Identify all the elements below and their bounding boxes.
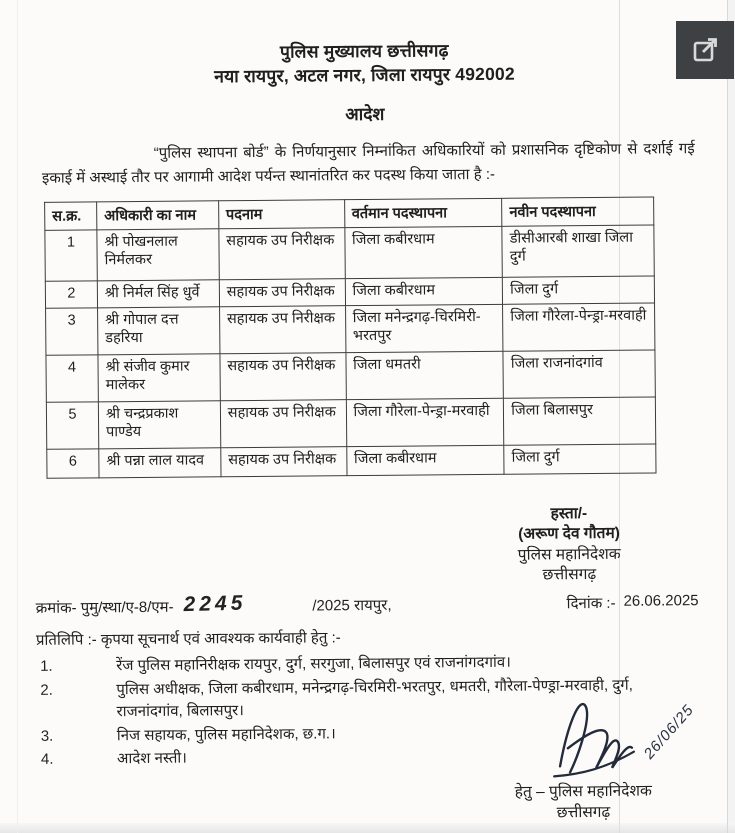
- cell-designation: सहायक उप निरीक्षक: [220, 399, 346, 447]
- cell-new-posting: डीसीआरबी शाखा जिला दुर्ग: [502, 225, 654, 277]
- cell-designation: सहायक उप निरीक्षक: [219, 227, 345, 279]
- cell-officer-name: श्री संजीव कुमार मालेकर: [98, 353, 220, 401]
- cell-designation: सहायक उप निरीक्षक: [219, 278, 345, 306]
- list-item-number: 1.: [40, 658, 53, 676]
- cell-current-posting: जिला कबीरधाम: [344, 226, 502, 278]
- cell-officer-name: श्री पन्ना लाल यादव: [99, 447, 221, 477]
- transfer-order-table: [44, 196, 656, 478]
- cell-officer-name: श्री चन्द्रप्रकाश पाण्डेय: [98, 400, 220, 448]
- open-in-new-icon: [689, 34, 721, 66]
- table-row: [46, 303, 655, 355]
- list-item-number: 3.: [40, 727, 54, 745]
- date-label: दिनांक :-: [566, 595, 616, 613]
- table-row: [46, 397, 655, 449]
- cell-serial: 5: [46, 401, 98, 448]
- for-designation: हेतु – पुलिस महानिदेशक: [514, 782, 652, 801]
- copy-section-heading: प्रतिलिपि :- कृपया सूचनार्थ एवं आवश्यक कार्यवाही हेतु :-: [35, 629, 341, 650]
- cell-serial: 6: [47, 448, 99, 477]
- cell-current-posting: जिला कबीरधाम: [346, 445, 504, 475]
- cell-current-posting: जिला गौरेला-पेन्ड्रा-मरवाही: [346, 398, 504, 446]
- cell-new-posting: जिला दुर्ग: [503, 276, 655, 304]
- cell-current-posting: जिला कबीरधाम: [345, 277, 503, 305]
- org-address: नया रायपुर, अटल नगर, जिला रायपुर 492002: [214, 63, 515, 86]
- cell-officer-name: श्री पोखनलाल निर्मलकर: [97, 228, 219, 280]
- cell-new-posting: जिला राजनांदगांव: [503, 350, 655, 398]
- table-row: [45, 225, 654, 281]
- cell-designation: सहायक उप निरीक्षक: [221, 446, 347, 476]
- org-title: पुलिस मुख्यालय छत्तीसगढ़: [279, 40, 449, 62]
- cell-designation: सहायक उप निरीक्षक: [220, 352, 346, 400]
- signatory-block: [464, 503, 675, 587]
- list-item-text: रेंज पुलिस महानिरीक्षक रायपुर, दुर्ग, सरगुजा, बिलासपुर एवं राजनांगदगांव।: [116, 654, 511, 675]
- table-row: [46, 350, 655, 402]
- signatory-state: छत्तीसगढ़: [542, 565, 597, 584]
- col-header-new-posting: नवीन पदस्थापना: [502, 197, 654, 226]
- cell-serial: 2: [45, 280, 97, 307]
- col-header-officer-name: अधिकारी का नाम: [97, 201, 219, 230]
- date-group: [567, 593, 699, 614]
- cell-officer-name: श्री निर्मल सिंह धुर्वे: [97, 279, 219, 307]
- intro-paragraph: “पुलिस स्थापना बोर्ड” के निर्णयानुसार निम्नांकित अधिकारियों को प्रशासनिक दृष्टिकोण से दर्शाई गई इकाई में अस्थाई तौर पर आगामी आदेश पर्यन्त स्थानांतरित कर पदस्थ किया जाता है :-: [41, 140, 695, 187]
- cell-serial: 3: [46, 307, 98, 354]
- list-item-number: 2.: [40, 681, 53, 700]
- col-header-designation: पदनाम: [218, 199, 344, 228]
- for-state: छत्तीसगढ़: [556, 803, 611, 822]
- order-title: आदेश: [345, 104, 385, 125]
- cell-current-posting: जिला मनेन्द्रगढ़-चिरमिरी-भरतपुर: [345, 304, 503, 352]
- cell-new-posting: जिला गौरेला-पेन्ड्रा-मरवाही: [503, 303, 655, 351]
- list-item-text: पुलिस अधीक्षक, जिला कबीरधाम, मनेन्द्रगढ़-चिरमिरी-भरतपुर, धमतरी, गौरेला-पेण्ड्रा-मरवाही, दुर्ग, राजनांदगांव, बिलासपुर।: [116, 676, 633, 721]
- signatory-name: (अरूण देव गौतम): [518, 524, 620, 543]
- cell-new-posting: जिला बिलासपुर: [504, 397, 656, 445]
- list-item-number: 4.: [40, 751, 54, 769]
- handwritten-reference-number: 2245: [183, 591, 247, 617]
- cell-designation: सहायक उप निरीक्षक: [219, 305, 345, 353]
- signed-label: हस्ता/-: [550, 504, 588, 522]
- reference-prefix: क्रमांक- पुमु/स्था/ए-8/एम-: [35, 599, 174, 618]
- open-external-button[interactable]: [676, 21, 734, 79]
- cell-new-posting: जिला दुर्ग: [504, 444, 656, 474]
- signatory-designation: पुलिस महानिदेशक: [517, 545, 621, 564]
- reference-line: [36, 589, 699, 619]
- col-header-current-posting: वर्तमान पदस्थापना: [344, 198, 502, 227]
- handwritten-signature: [547, 685, 733, 792]
- list-item-text: निज सहायक, पुलिस महानिदेशक, छ.ग.।: [116, 724, 336, 744]
- reference-suffix: /2025 रायपुर,: [312, 597, 392, 615]
- list-item-text: आदेश नस्ती।: [116, 749, 188, 768]
- cell-serial: 1: [45, 229, 97, 280]
- order-date: 26.06.2025: [623, 592, 699, 611]
- cell-officer-name: श्री गोपाल दत्त डहरिया: [98, 306, 220, 354]
- cell-current-posting: जिला धमतरी: [345, 351, 503, 399]
- handwritten-date: 26/06/25: [640, 701, 698, 763]
- cell-serial: 4: [46, 354, 98, 401]
- col-header-serial: स.क्र.: [45, 202, 97, 230]
- list-item: [40, 651, 699, 678]
- table-row: [47, 444, 656, 478]
